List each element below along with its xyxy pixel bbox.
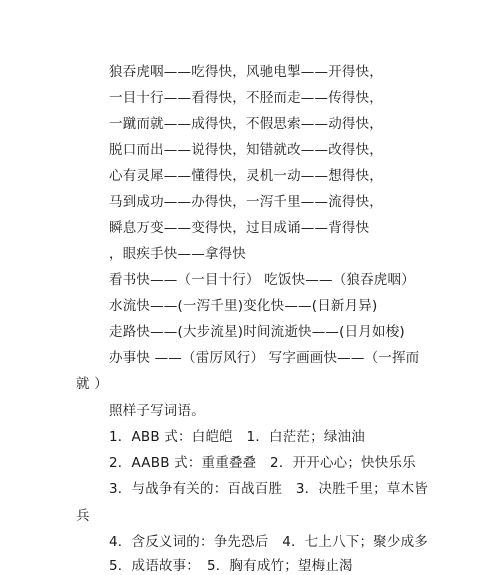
text-line: 看书快——（一目十行） 吃饭快——（狼吞虎咽） [109,272,415,288]
text-line: 一目十行——看得快，不胫而走——传得快， [109,90,383,106]
text-line: 2．AABB 式：重重叠叠 2．开开心心；快快乐乐 [109,455,416,471]
text-line: 一蹴而就——成得快，不假思索——动得快， [109,116,383,132]
text-line: 水流快——(一泻千里)变化快——(日新月异) [109,298,378,314]
text-line: 心有灵犀——懂得快，灵机一动——想得快， [109,168,383,184]
text-line: 马到成功——办得快，一泻千里——流得快， [109,194,383,210]
text-line: 3．与战争有关的：百战百胜 3．决胜千里；草木皆 [109,481,428,497]
text-line: 狼吞虎咽——吃得快，风驰电掣——开得快， [109,64,383,80]
text-line: 4．含反义词的：争先恐后 4．七上八下；聚少成多 [109,534,428,550]
text-line: 1．ABB 式：白皑皑 1．白茫茫；绿油油 [109,429,365,445]
text-line-continuation: 就 ） [76,376,108,392]
text-line: 5．成语故事： 5．胸有成竹；望梅止渴 [109,558,353,574]
text-line: 走路快——(大步流星)时间流逝快——(日月如梭) [109,324,405,340]
text-line: 办事快 ——（雷厉风行） 写字画画快——（一挥而 [109,350,420,366]
text-line: ，眼疾手快——拿得快 [109,246,246,262]
text-line: 脱口而出——说得快，知错就改——改得快， [109,142,383,158]
section-heading: 照样子写词语。 [109,403,205,419]
text-line: 瞬息万变——变得快，过目成诵——背得快 [109,220,370,236]
text-line-continuation: 兵 [76,508,90,524]
